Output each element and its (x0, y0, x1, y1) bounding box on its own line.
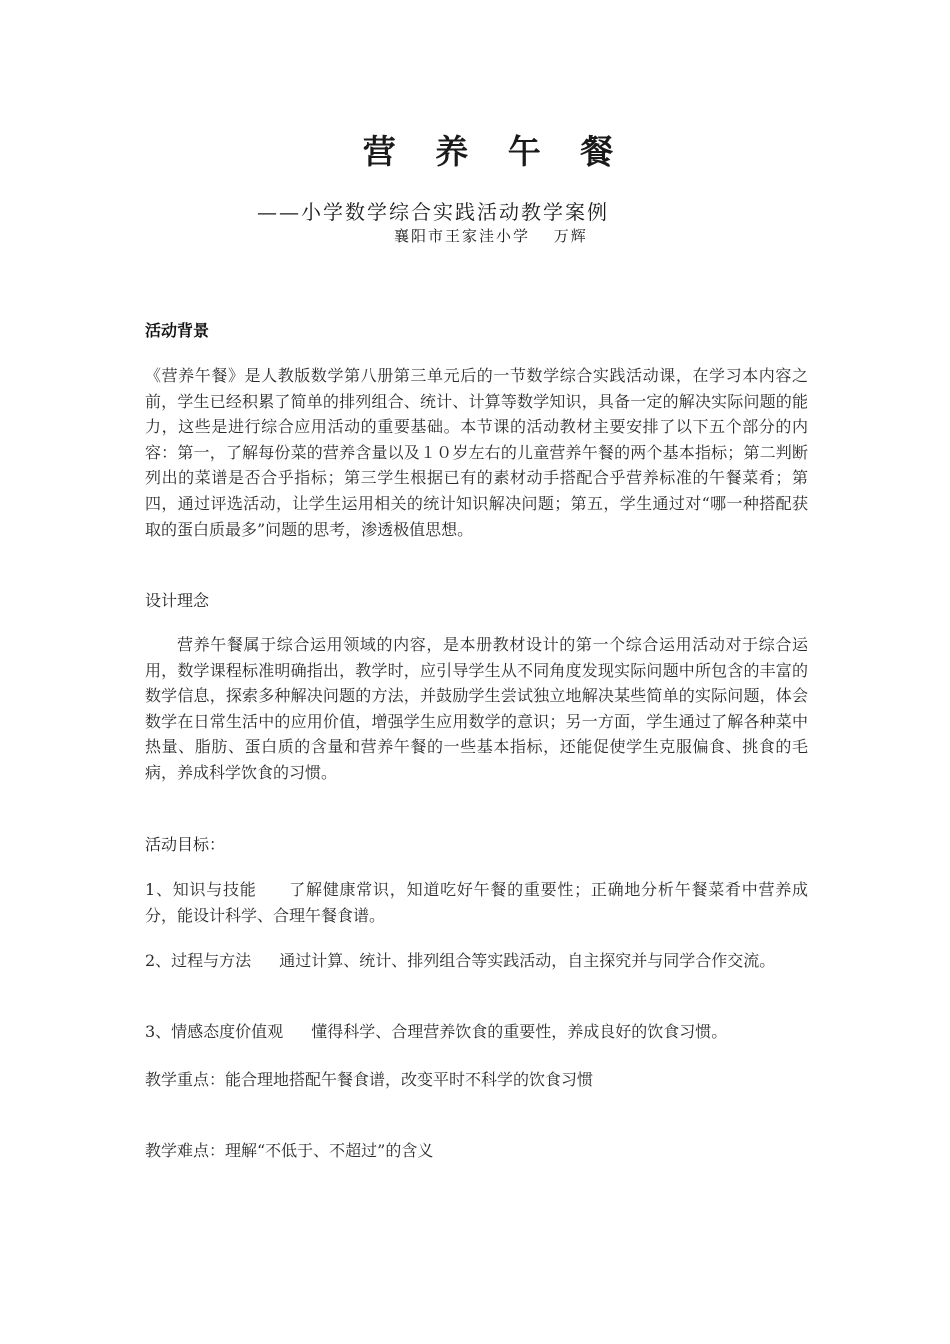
goal-item-attitude (145, 1019, 825, 1045)
goal-label: 1、知识与技能 (145, 880, 257, 899)
section-heading-design: 设计理念 (145, 591, 210, 610)
goal-label: 2、过程与方法 (145, 951, 252, 970)
section-heading-goals: 活动目标： (145, 835, 226, 854)
author-line: 襄阳市王家洼小学 万辉 (394, 227, 588, 245)
goal-label: 3、情感态度价值观 (145, 1022, 284, 1041)
goal-text: 通过计算、统计、排列组合等实践活动，自主探究并与同学合作交流。 (279, 951, 776, 970)
teaching-key-point: 教学重点：能合理地搭配午餐食谱，改变平时不科学的饮食习惯 (145, 1070, 594, 1089)
paragraph-design: 营养午餐属于综合运用领域的内容，是本册教材设计的第一个综合运用活动对于综合运用，数学课程标准明确指出，教学时，应引导学生从不同角度发现实际问题中所包含的丰富的数学信息，探索多种解决问题的方法，并鼓励学生尝试独立地解决某些简单的实际问题，体会数学在日常生活中的应用价值，增强学生应用数学的意识；另一方面，学生通过了解各种菜中热量、脂肪、蛋白质的含量和营养午餐的一些基本指标，还能促使学生克服偏食、挑食的毛病，养成科学饮食的习惯。 (145, 635, 808, 782)
paragraph-background: 《营养午餐》是人教版数学第八册第三单元后的一节数学综合实践活动课，在学习本内容之前，学生已经积累了简单的排列组合、统计、计算等数学知识，具备一定的解决实际问题的能力，这些是进行综合应用活动的重要基础。本节课的活动教材主要安排了以下五个部分的内容：第一，了解每份菜的营养含量以及１０岁左右的儿童营养午餐的两个基本指标；第二判断列出的菜谱是否合乎指标；第三学生根据已有的素材动手搭配合乎营养标准的午餐菜肴；第四，通过评选活动，让学生运用相关的统计知识解决问题；第五，学生通过对“哪一种搭配获取的蛋白质最多”问题的思考，渗透极值思想。 (145, 366, 808, 539)
goal-text: 了解健康常识，知道吃好午餐的重要性；正确地分析午餐菜肴中营养成分，能设计科学、合理午餐食谱。 (145, 880, 808, 925)
document-title: 营 养 午 餐 (362, 132, 628, 171)
document-subtitle: ——小学数学综合实践活动教学案例 (257, 200, 609, 224)
teaching-difficulty: 教学难点：理解“不低于、不超过”的含义 (145, 1141, 434, 1160)
section-heading-background: 活动背景 (145, 321, 210, 340)
goal-text: 懂得科学、合理营养饮食的重要性，养成良好的饮食习惯。 (311, 1022, 728, 1041)
goal-item-process (145, 948, 808, 974)
goal-item-knowledge (145, 877, 808, 928)
